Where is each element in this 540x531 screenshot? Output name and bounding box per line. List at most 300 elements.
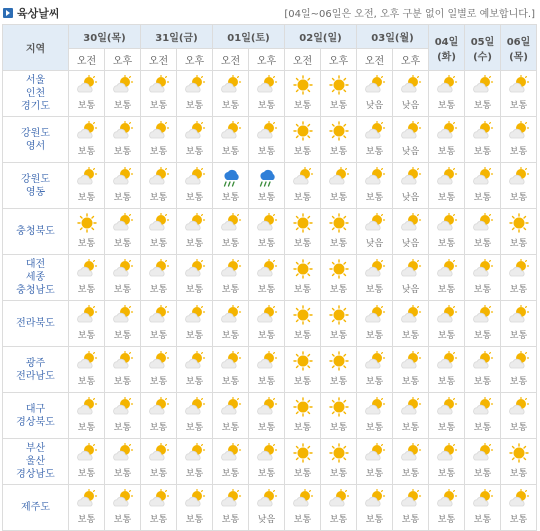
partly-cloudy-icon — [508, 305, 530, 325]
sunny-icon — [328, 75, 350, 95]
forecast-cell — [465, 393, 501, 439]
forecast-cell — [69, 485, 105, 531]
partly-cloudy-icon — [220, 397, 242, 417]
forecast-cell — [465, 71, 501, 117]
sunny-icon — [292, 351, 314, 371]
forecast-cell — [177, 301, 213, 347]
forecast-cell — [69, 347, 105, 393]
partly-cloudy-icon — [256, 213, 278, 233]
forecast-cell — [429, 117, 465, 163]
am-header: 오전 — [285, 49, 321, 71]
partly-cloudy-icon — [184, 443, 206, 463]
region-name: 제주도 — [3, 485, 69, 531]
forecast-label: 보통 — [221, 193, 240, 203]
forecast-cell — [465, 255, 501, 301]
forecast-label: 보통 — [365, 147, 384, 157]
partly-cloudy-icon — [436, 489, 458, 509]
forecast-cell — [285, 301, 321, 347]
section-header — [0, 0, 540, 24]
forecast-cell — [465, 485, 501, 531]
partly-cloudy-icon — [400, 259, 422, 279]
forecast-cell — [393, 485, 429, 531]
forecast-cell — [357, 255, 393, 301]
pm-header: 오후 — [249, 49, 285, 71]
partly-cloudy-icon — [76, 443, 98, 463]
partly-cloudy-icon — [220, 443, 242, 463]
partly-cloudy-icon — [256, 121, 278, 141]
forecast-label: 보통 — [149, 101, 168, 111]
partly-cloudy-icon — [148, 351, 170, 371]
sunny-icon — [328, 305, 350, 325]
forecast-cell — [249, 117, 285, 163]
partly-cloudy-icon — [76, 351, 98, 371]
partly-cloudy-icon — [148, 489, 170, 509]
forecast-label: 보통 — [293, 193, 312, 203]
partly-cloudy-icon — [112, 397, 134, 417]
forecast-label: 보통 — [329, 331, 348, 341]
region-name: 강원도 영서 — [3, 117, 69, 163]
table-row — [3, 71, 537, 117]
partly-cloudy-icon — [400, 75, 422, 95]
forecast-label: 보통 — [509, 377, 528, 387]
sunny-icon — [292, 443, 314, 463]
forecast-label: 보통 — [185, 239, 204, 249]
forecast-label: 보통 — [473, 515, 492, 525]
forecast-cell — [393, 255, 429, 301]
forecast-cell — [357, 209, 393, 255]
forecast-label: 보통 — [293, 101, 312, 111]
forecast-cell — [105, 255, 141, 301]
forecast-cell — [429, 255, 465, 301]
partly-cloudy-icon — [220, 213, 242, 233]
forecast-label: 보통 — [401, 469, 420, 479]
forecast-label: 보통 — [185, 515, 204, 525]
forecast-label: 보통 — [293, 469, 312, 479]
forecast-cell — [177, 393, 213, 439]
partly-cloudy-icon — [148, 397, 170, 417]
forecast-label: 보통 — [473, 469, 492, 479]
forecast-cell — [105, 71, 141, 117]
forecast-cell — [213, 163, 249, 209]
partly-cloudy-icon — [364, 213, 386, 233]
partly-cloudy-icon — [472, 259, 494, 279]
partly-cloudy-icon — [400, 489, 422, 509]
forecast-label: 보통 — [437, 239, 456, 249]
date-header-3: 02일(일) — [285, 25, 357, 49]
forecast-label: 보통 — [185, 285, 204, 295]
partly-cloudy-icon — [400, 443, 422, 463]
forecast-cell — [429, 439, 465, 485]
forecast-label: 보통 — [509, 331, 528, 341]
forecast-cell — [321, 163, 357, 209]
forecast-label: 보통 — [113, 515, 132, 525]
sunny-icon — [292, 259, 314, 279]
forecast-cell — [105, 117, 141, 163]
table-row — [3, 255, 537, 301]
forecast-cell — [177, 347, 213, 393]
forecast-cell — [429, 163, 465, 209]
forecast-label: 보통 — [77, 193, 96, 203]
partly-cloudy-icon — [400, 167, 422, 187]
forecast-cell — [321, 255, 357, 301]
forecast-cell — [321, 301, 357, 347]
forecast-cell — [393, 163, 429, 209]
forecast-label: 보통 — [473, 285, 492, 295]
partly-cloudy-icon — [364, 121, 386, 141]
forecast-label: 보통 — [221, 239, 240, 249]
forecast-cell — [393, 117, 429, 163]
forecast-label: 보통 — [77, 469, 96, 479]
partly-cloudy-icon — [292, 167, 314, 187]
forecast-cell — [501, 301, 537, 347]
forecast-label: 보통 — [401, 377, 420, 387]
forecast-label: 보통 — [185, 193, 204, 203]
daily-date-header-0: 04일 (화) — [429, 25, 465, 71]
forecast-cell — [249, 209, 285, 255]
forecast-cell — [321, 71, 357, 117]
forecast-label: 보통 — [329, 515, 348, 525]
forecast-label: 보통 — [365, 285, 384, 295]
forecast-cell — [501, 209, 537, 255]
forecast-cell — [249, 485, 285, 531]
forecast-cell — [249, 393, 285, 439]
forecast-label: 보통 — [365, 331, 384, 341]
forecast-label: 보통 — [509, 285, 528, 295]
partly-cloudy-icon — [436, 397, 458, 417]
forecast-note: [04일~06일은 오전, 오후 구분 없이 일별로 예보합니다.] — [284, 9, 535, 20]
partly-cloudy-icon — [220, 489, 242, 509]
forecast-label: 보통 — [473, 377, 492, 387]
partly-cloudy-icon — [508, 259, 530, 279]
partly-cloudy-icon — [508, 167, 530, 187]
forecast-label: 보통 — [437, 285, 456, 295]
forecast-label: 보통 — [221, 377, 240, 387]
forecast-cell — [177, 485, 213, 531]
partly-cloudy-icon — [436, 213, 458, 233]
forecast-label: 보통 — [221, 331, 240, 341]
forecast-cell — [177, 209, 213, 255]
forecast-label: 보통 — [293, 331, 312, 341]
forecast-label: 보통 — [257, 239, 276, 249]
partly-cloudy-icon — [184, 213, 206, 233]
sunny-icon — [292, 213, 314, 233]
forecast-cell — [213, 485, 249, 531]
forecast-cell — [429, 485, 465, 531]
forecast-label: 낮음 — [401, 147, 420, 157]
forecast-label: 보통 — [509, 469, 528, 479]
table-row — [3, 485, 537, 531]
partly-cloudy-icon — [256, 259, 278, 279]
pm-header: 오후 — [177, 49, 213, 71]
rain-icon — [256, 167, 278, 187]
arrow-bullet-icon — [3, 8, 13, 18]
sunny-icon — [292, 121, 314, 141]
partly-cloudy-icon — [400, 397, 422, 417]
forecast-label: 보통 — [437, 331, 456, 341]
sunny-icon — [292, 75, 314, 95]
partly-cloudy-icon — [76, 75, 98, 95]
partly-cloudy-icon — [472, 305, 494, 325]
partly-cloudy-icon — [256, 305, 278, 325]
forecast-label: 보통 — [77, 147, 96, 157]
partly-cloudy-icon — [76, 489, 98, 509]
date-header-4: 03일(월) — [357, 25, 429, 49]
forecast-cell — [213, 209, 249, 255]
region-name: 강원도 영동 — [3, 163, 69, 209]
forecast-label: 보통 — [509, 147, 528, 157]
partly-cloudy-icon — [148, 213, 170, 233]
forecast-cell — [465, 347, 501, 393]
forecast-label: 보통 — [437, 193, 456, 203]
forecast-label: 보통 — [149, 147, 168, 157]
forecast-cell — [249, 255, 285, 301]
forecast-label: 보통 — [509, 101, 528, 111]
forecast-cell — [285, 163, 321, 209]
forecast-label: 보통 — [293, 515, 312, 525]
forecast-label: 보통 — [221, 469, 240, 479]
forecast-cell — [249, 71, 285, 117]
forecast-cell — [465, 439, 501, 485]
forecast-label: 보통 — [437, 423, 456, 433]
forecast-cell — [213, 439, 249, 485]
forecast-label: 보통 — [473, 101, 492, 111]
forecast-label: 보통 — [257, 147, 276, 157]
forecast-cell — [393, 301, 429, 347]
forecast-cell — [393, 347, 429, 393]
partly-cloudy-icon — [364, 305, 386, 325]
forecast-cell — [213, 117, 249, 163]
forecast-label: 보통 — [473, 239, 492, 249]
forecast-label: 낮음 — [401, 285, 420, 295]
partly-cloudy-icon — [400, 351, 422, 371]
forecast-cell — [105, 439, 141, 485]
forecast-label: 보통 — [185, 147, 204, 157]
partly-cloudy-icon — [148, 443, 170, 463]
forecast-label: 보통 — [329, 239, 348, 249]
forecast-label: 보통 — [257, 285, 276, 295]
forecast-label: 보통 — [365, 193, 384, 203]
forecast-cell — [429, 71, 465, 117]
forecast-label: 보통 — [257, 193, 276, 203]
sunny-icon — [328, 397, 350, 417]
pm-header: 오후 — [321, 49, 357, 71]
partly-cloudy-icon — [184, 305, 206, 325]
forecast-label: 보통 — [257, 101, 276, 111]
forecast-cell — [105, 163, 141, 209]
table-row — [3, 209, 537, 255]
forecast-cell — [105, 347, 141, 393]
am-header: 오전 — [213, 49, 249, 71]
forecast-label: 보통 — [329, 147, 348, 157]
region-name: 대전 세종 충청남도 — [3, 255, 69, 301]
forecast-label: 보통 — [473, 193, 492, 203]
partly-cloudy-icon — [472, 351, 494, 371]
sunny-icon — [328, 121, 350, 141]
forecast-label: 보통 — [77, 285, 96, 295]
forecast-cell — [429, 209, 465, 255]
forecast-cell — [69, 71, 105, 117]
partly-cloudy-icon — [400, 121, 422, 141]
forecast-label: 보통 — [293, 377, 312, 387]
forecast-cell — [213, 347, 249, 393]
partly-cloudy-icon — [148, 121, 170, 141]
partly-cloudy-icon — [148, 75, 170, 95]
forecast-label: 보통 — [113, 101, 132, 111]
forecast-label: 보통 — [437, 377, 456, 387]
rain-icon — [220, 167, 242, 187]
am-header: 오전 — [357, 49, 393, 71]
partly-cloudy-icon — [184, 351, 206, 371]
forecast-cell — [501, 117, 537, 163]
forecast-cell — [501, 163, 537, 209]
forecast-cell — [465, 163, 501, 209]
forecast-cell — [177, 439, 213, 485]
forecast-label: 보통 — [509, 239, 528, 249]
forecast-cell — [429, 301, 465, 347]
forecast-cell — [105, 301, 141, 347]
partly-cloudy-icon — [508, 75, 530, 95]
partly-cloudy-icon — [76, 121, 98, 141]
partly-cloudy-icon — [328, 167, 350, 187]
region-name: 광주 전라남도 — [3, 347, 69, 393]
forecast-label: 보통 — [473, 331, 492, 341]
partly-cloudy-icon — [184, 121, 206, 141]
forecast-cell — [69, 117, 105, 163]
forecast-label: 보통 — [113, 193, 132, 203]
partly-cloudy-icon — [220, 259, 242, 279]
forecast-label: 보통 — [149, 331, 168, 341]
forecast-label: 보통 — [329, 101, 348, 111]
forecast-label: 보통 — [185, 469, 204, 479]
forecast-label: 보통 — [329, 193, 348, 203]
partly-cloudy-icon — [76, 397, 98, 417]
partly-cloudy-icon — [364, 259, 386, 279]
forecast-label: 보통 — [437, 101, 456, 111]
forecast-cell — [69, 163, 105, 209]
forecast-cell — [141, 347, 177, 393]
forecast-cell — [177, 255, 213, 301]
forecast-cell — [321, 347, 357, 393]
partly-cloudy-icon — [436, 75, 458, 95]
partly-cloudy-icon — [256, 75, 278, 95]
partly-cloudy-icon — [112, 259, 134, 279]
partly-cloudy-icon — [436, 351, 458, 371]
forecast-label: 보통 — [113, 331, 132, 341]
partly-cloudy-icon — [436, 305, 458, 325]
date-header-0: 30일(목) — [69, 25, 141, 49]
forecast-label: 보통 — [113, 147, 132, 157]
partly-cloudy-icon — [256, 351, 278, 371]
forecast-cell — [141, 439, 177, 485]
partly-cloudy-icon — [508, 397, 530, 417]
forecast-cell — [69, 439, 105, 485]
partly-cloudy-icon — [292, 489, 314, 509]
forecast-cell — [501, 393, 537, 439]
forecast-cell — [69, 209, 105, 255]
forecast-label: 보통 — [473, 423, 492, 433]
forecast-label: 보통 — [221, 423, 240, 433]
forecast-cell — [357, 301, 393, 347]
forecast-cell — [321, 117, 357, 163]
forecast-cell — [393, 393, 429, 439]
forecast-label: 보통 — [113, 285, 132, 295]
forecast-label: 보통 — [149, 423, 168, 433]
partly-cloudy-icon — [256, 397, 278, 417]
forecast-cell — [285, 347, 321, 393]
region-name: 서울 인천 경기도 — [3, 71, 69, 117]
partly-cloudy-icon — [364, 75, 386, 95]
forecast-cell — [213, 393, 249, 439]
forecast-cell — [285, 209, 321, 255]
partly-cloudy-icon — [220, 75, 242, 95]
forecast-label: 보통 — [221, 285, 240, 295]
forecast-cell — [465, 117, 501, 163]
forecast-cell — [501, 255, 537, 301]
weather-forecast-table — [2, 24, 537, 531]
forecast-cell — [105, 485, 141, 531]
partly-cloudy-icon — [112, 489, 134, 509]
partly-cloudy-icon — [472, 397, 494, 417]
forecast-label: 보통 — [221, 101, 240, 111]
forecast-cell — [141, 393, 177, 439]
partly-cloudy-icon — [364, 167, 386, 187]
forecast-label: 보통 — [401, 331, 420, 341]
forecast-cell — [177, 163, 213, 209]
partly-cloudy-icon — [436, 259, 458, 279]
forecast-cell — [213, 71, 249, 117]
partly-cloudy-icon — [184, 397, 206, 417]
partly-cloudy-icon — [472, 213, 494, 233]
forecast-cell — [429, 347, 465, 393]
forecast-cell — [141, 209, 177, 255]
forecast-cell — [501, 485, 537, 531]
partly-cloudy-icon — [112, 167, 134, 187]
forecast-cell — [177, 117, 213, 163]
forecast-cell — [357, 393, 393, 439]
forecast-cell — [357, 439, 393, 485]
forecast-label: 보통 — [509, 515, 528, 525]
forecast-label: 보통 — [329, 469, 348, 479]
forecast-label: 보통 — [257, 423, 276, 433]
forecast-cell — [501, 439, 537, 485]
forecast-cell — [285, 439, 321, 485]
forecast-label: 보통 — [185, 101, 204, 111]
forecast-cell — [249, 301, 285, 347]
partly-cloudy-icon — [220, 305, 242, 325]
forecast-cell — [501, 71, 537, 117]
pm-header: 오후 — [105, 49, 141, 71]
sunny-icon — [292, 397, 314, 417]
forecast-label: 보통 — [113, 377, 132, 387]
forecast-label: 보통 — [293, 147, 312, 157]
forecast-cell — [285, 393, 321, 439]
forecast-label: 보통 — [221, 147, 240, 157]
forecast-cell — [249, 439, 285, 485]
forecast-cell — [357, 71, 393, 117]
forecast-cell — [321, 393, 357, 439]
forecast-label: 보통 — [149, 515, 168, 525]
partly-cloudy-icon — [112, 213, 134, 233]
forecast-label: 보통 — [293, 423, 312, 433]
partly-cloudy-icon — [472, 443, 494, 463]
forecast-label: 보통 — [293, 239, 312, 249]
sunny-icon — [76, 213, 98, 233]
forecast-label: 보통 — [437, 469, 456, 479]
partly-cloudy-icon — [472, 75, 494, 95]
partly-cloudy-icon — [364, 351, 386, 371]
forecast-label: 보통 — [365, 423, 384, 433]
sunny-icon — [328, 351, 350, 371]
